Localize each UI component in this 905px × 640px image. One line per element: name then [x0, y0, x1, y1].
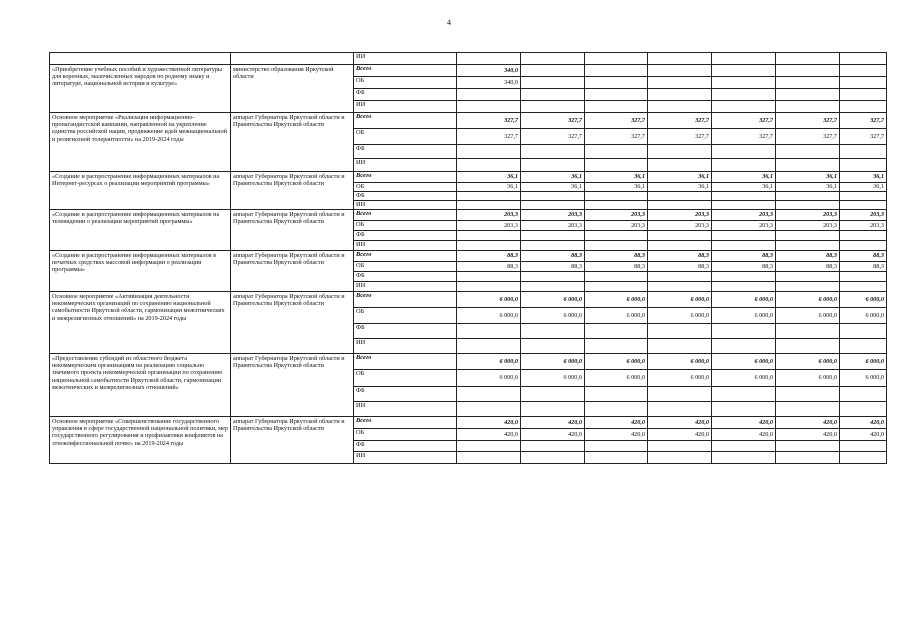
funding-source: ФБ: [354, 272, 457, 282]
funding-source: ФБ: [354, 145, 457, 159]
amount-cell: 88,3: [585, 251, 648, 262]
amount-cell: 327,7: [457, 113, 521, 129]
amount-cell: 420,0: [585, 429, 648, 441]
amount-cell: [776, 272, 840, 282]
funding-source: ОБ: [354, 77, 457, 89]
amount-cell: [712, 65, 776, 77]
amount-cell: [521, 324, 585, 339]
funding-source: Всего: [354, 292, 457, 308]
amount-cell: 6 000,0: [585, 370, 648, 387]
amount-cell: [457, 101, 521, 113]
funding-source: ФБ: [354, 387, 457, 402]
amount-cell: [712, 387, 776, 402]
amount-cell: [521, 159, 585, 172]
amount-cell: 6 000,0: [585, 354, 648, 370]
amount-cell: [840, 452, 887, 464]
amount-cell: [457, 53, 521, 65]
amount-cell: [521, 241, 585, 251]
amount-cell: 36,1: [457, 172, 521, 183]
amount-cell: 88,3: [712, 251, 776, 262]
amount-cell: [840, 201, 887, 210]
table-row: [50, 53, 887, 65]
amount-cell: [840, 53, 887, 65]
amount-cell: 340,0: [457, 65, 521, 77]
amount-cell: [585, 89, 648, 101]
amount-cell: [648, 402, 712, 417]
funding-source: ФБ: [354, 441, 457, 452]
amount-cell: [712, 452, 776, 464]
amount-cell: [776, 441, 840, 452]
amount-cell: 6 000,0: [840, 370, 887, 387]
table-row: [50, 210, 887, 221]
amount-cell: [457, 192, 521, 201]
amount-cell: [457, 339, 521, 354]
amount-cell: [521, 89, 585, 101]
amount-cell: 88,3: [457, 251, 521, 262]
amount-cell: 6 000,0: [521, 370, 585, 387]
amount-cell: 36,1: [585, 183, 648, 192]
amount-cell: 36,1: [648, 172, 712, 183]
amount-cell: [521, 387, 585, 402]
amount-cell: [776, 324, 840, 339]
amount-cell: [840, 441, 887, 452]
amount-cell: 327,7: [712, 129, 776, 145]
amount-cell: [585, 402, 648, 417]
amount-cell: 327,7: [648, 113, 712, 129]
amount-cell: [521, 272, 585, 282]
amount-cell: [457, 387, 521, 402]
amount-cell: 203,3: [712, 221, 776, 231]
amount-cell: 36,1: [457, 183, 521, 192]
amount-cell: [776, 145, 840, 159]
amount-cell: [840, 231, 887, 241]
funding-source: ИИ: [354, 282, 457, 292]
amount-cell: 420,0: [585, 417, 648, 429]
activity-name: [50, 53, 231, 65]
funding-source: Всего: [354, 354, 457, 370]
amount-cell: 420,0: [648, 417, 712, 429]
amount-cell: 6 000,0: [457, 292, 521, 308]
amount-cell: 420,0: [840, 429, 887, 441]
amount-cell: [776, 339, 840, 354]
amount-cell: [521, 452, 585, 464]
activity-name: «Предоставление субсидий из областного бюджета некоммерческим организациям на реализацию социально значимого проекта некоммерческой организации по сохранению национальной самобытности Иркутской области, гармонизации межэтнических и межрелигиозных отношений»: [50, 354, 231, 417]
amount-cell: [648, 101, 712, 113]
amount-cell: [712, 402, 776, 417]
amount-cell: [712, 192, 776, 201]
amount-cell: [585, 77, 648, 89]
amount-cell: 203,3: [840, 210, 887, 221]
amount-cell: [776, 53, 840, 65]
funding-source: ИИ: [354, 101, 457, 113]
amount-cell: [521, 65, 585, 77]
funding-source: ОБ: [354, 183, 457, 192]
amount-cell: [585, 324, 648, 339]
amount-cell: [585, 65, 648, 77]
amount-cell: 420,0: [521, 417, 585, 429]
amount-cell: 6 000,0: [648, 370, 712, 387]
amount-cell: 327,7: [585, 129, 648, 145]
amount-cell: [712, 89, 776, 101]
amount-cell: 88,3: [712, 262, 776, 272]
amount-cell: 6 000,0: [712, 308, 776, 324]
amount-cell: [712, 159, 776, 172]
amount-cell: 203,3: [648, 221, 712, 231]
amount-cell: 88,3: [840, 251, 887, 262]
activity-name: «Создание и распространение информационных материалов на Интернет-ресурсах о реализации мероприятий программы»: [50, 172, 231, 210]
amount-cell: [585, 387, 648, 402]
amount-cell: 36,1: [840, 183, 887, 192]
table-row: [50, 354, 887, 370]
amount-cell: [840, 101, 887, 113]
amount-cell: [585, 192, 648, 201]
amount-cell: [648, 77, 712, 89]
amount-cell: 203,3: [585, 210, 648, 221]
amount-cell: [712, 272, 776, 282]
funding-source: ФБ: [354, 324, 457, 339]
funding-source: ФБ: [354, 231, 457, 241]
funding-source: Всего: [354, 417, 457, 429]
amount-cell: [521, 231, 585, 241]
amount-cell: [712, 282, 776, 292]
funding-source: Всего: [354, 172, 457, 183]
amount-cell: [776, 387, 840, 402]
amount-cell: [840, 145, 887, 159]
amount-cell: 6 000,0: [585, 292, 648, 308]
funding-source: ФБ: [354, 192, 457, 201]
funding-source: Всего: [354, 210, 457, 221]
amount-cell: [712, 145, 776, 159]
responsible-executor: аппарат Губернатора Иркутской области и Правительства Иркутской области: [231, 417, 354, 464]
amount-cell: [648, 231, 712, 241]
amount-cell: [521, 77, 585, 89]
amount-cell: [457, 441, 521, 452]
amount-cell: [585, 159, 648, 172]
amount-cell: [776, 101, 840, 113]
amount-cell: 36,1: [712, 183, 776, 192]
amount-cell: 420,0: [840, 417, 887, 429]
amount-cell: [648, 89, 712, 101]
amount-cell: 327,7: [521, 113, 585, 129]
amount-cell: 36,1: [712, 172, 776, 183]
amount-cell: [648, 441, 712, 452]
amount-cell: [648, 282, 712, 292]
amount-cell: 6 000,0: [585, 308, 648, 324]
amount-cell: [776, 192, 840, 201]
amount-cell: 203,3: [521, 210, 585, 221]
amount-cell: [457, 272, 521, 282]
amount-cell: 6 000,0: [776, 354, 840, 370]
activity-name: Основное мероприятие «Активизация деятельности некоммерческих организаций по сохранению национальной самобытности Иркутской области, гармонизации межэтнических и межрелигиозных отношений» на 2019-2024 годы: [50, 292, 231, 354]
amount-cell: [648, 53, 712, 65]
table-row: [50, 417, 887, 429]
amount-cell: 327,7: [457, 129, 521, 145]
amount-cell: [521, 192, 585, 201]
amount-cell: 203,3: [457, 210, 521, 221]
amount-cell: 88,3: [648, 251, 712, 262]
amount-cell: 6 000,0: [648, 292, 712, 308]
amount-cell: [457, 89, 521, 101]
amount-cell: 88,3: [585, 262, 648, 272]
amount-cell: [648, 65, 712, 77]
activity-name: «Создание и распространение информационных материалов на телевидении о реализации мероприятий программы»: [50, 210, 231, 251]
amount-cell: [712, 231, 776, 241]
amount-cell: [457, 159, 521, 172]
amount-cell: [521, 53, 585, 65]
amount-cell: [840, 241, 887, 251]
amount-cell: 88,3: [457, 262, 521, 272]
amount-cell: 6 000,0: [712, 292, 776, 308]
amount-cell: [457, 452, 521, 464]
amount-cell: [585, 201, 648, 210]
amount-cell: [776, 282, 840, 292]
amount-cell: 420,0: [457, 417, 521, 429]
amount-cell: [840, 402, 887, 417]
amount-cell: 327,7: [712, 113, 776, 129]
amount-cell: 88,3: [648, 262, 712, 272]
table-row: [50, 113, 887, 129]
funding-source: ОБ: [354, 308, 457, 324]
amount-cell: [457, 324, 521, 339]
amount-cell: [648, 452, 712, 464]
amount-cell: 6 000,0: [457, 370, 521, 387]
amount-cell: [840, 272, 887, 282]
amount-cell: [840, 77, 887, 89]
amount-cell: 6 000,0: [648, 354, 712, 370]
funding-source: ОБ: [354, 221, 457, 231]
funding-source: ОБ: [354, 429, 457, 441]
amount-cell: 36,1: [776, 172, 840, 183]
table-row: [50, 292, 887, 308]
amount-cell: [840, 282, 887, 292]
amount-cell: [648, 159, 712, 172]
responsible-executor: аппарат Губернатора Иркутской области и Правительства Иркутской области: [231, 113, 354, 172]
amount-cell: 420,0: [776, 429, 840, 441]
amount-cell: 420,0: [776, 417, 840, 429]
amount-cell: 327,7: [648, 129, 712, 145]
amount-cell: 88,3: [776, 262, 840, 272]
amount-cell: [840, 387, 887, 402]
amount-cell: [776, 402, 840, 417]
amount-cell: 203,3: [457, 221, 521, 231]
responsible-executor: аппарат Губернатора Иркутской области и Правительства Иркутской области: [231, 251, 354, 292]
amount-cell: 6 000,0: [840, 354, 887, 370]
amount-cell: [521, 441, 585, 452]
amount-cell: 88,3: [521, 251, 585, 262]
responsible-executor: министерство образования Иркутской области: [231, 65, 354, 113]
table-row: [50, 172, 887, 183]
amount-cell: 88,3: [840, 262, 887, 272]
amount-cell: [648, 201, 712, 210]
amount-cell: [712, 77, 776, 89]
amount-cell: [648, 241, 712, 251]
amount-cell: [585, 282, 648, 292]
funding-source: ОБ: [354, 370, 457, 387]
amount-cell: 203,3: [585, 221, 648, 231]
funding-source: ИИ: [354, 402, 457, 417]
amount-cell: 420,0: [712, 429, 776, 441]
table-row: [50, 65, 887, 77]
amount-cell: [521, 282, 585, 292]
amount-cell: 327,7: [776, 129, 840, 145]
amount-cell: 203,3: [776, 221, 840, 231]
amount-cell: 420,0: [648, 429, 712, 441]
amount-cell: 6 000,0: [648, 308, 712, 324]
amount-cell: [840, 159, 887, 172]
amount-cell: [776, 201, 840, 210]
amount-cell: [585, 241, 648, 251]
amount-cell: [585, 441, 648, 452]
amount-cell: [776, 77, 840, 89]
amount-cell: 327,7: [840, 113, 887, 129]
amount-cell: 203,3: [840, 221, 887, 231]
funding-source: Всего: [354, 65, 457, 77]
amount-cell: 36,1: [776, 183, 840, 192]
amount-cell: [712, 241, 776, 251]
amount-cell: 36,1: [521, 172, 585, 183]
amount-cell: [648, 272, 712, 282]
funding-source: ИИ: [354, 159, 457, 172]
amount-cell: [585, 101, 648, 113]
amount-cell: [585, 339, 648, 354]
amount-cell: [521, 402, 585, 417]
amount-cell: [776, 452, 840, 464]
amount-cell: 6 000,0: [457, 308, 521, 324]
responsible-executor: [231, 53, 354, 65]
amount-cell: [457, 402, 521, 417]
amount-cell: [712, 53, 776, 65]
amount-cell: [840, 65, 887, 77]
amount-cell: 6 000,0: [840, 308, 887, 324]
amount-cell: 6 000,0: [776, 292, 840, 308]
amount-cell: 340,0: [457, 77, 521, 89]
funding-source: ОБ: [354, 262, 457, 272]
amount-cell: [585, 272, 648, 282]
page-number: 4: [447, 18, 451, 27]
amount-cell: [712, 339, 776, 354]
amount-cell: [457, 231, 521, 241]
activity-name: «Создание и распространение информационных материалов в печатных средствах массовой информации о реализации программы»: [50, 251, 231, 292]
amount-cell: 6 000,0: [712, 370, 776, 387]
amount-cell: 6 000,0: [521, 308, 585, 324]
amount-cell: [648, 339, 712, 354]
amount-cell: [712, 324, 776, 339]
amount-cell: 6 000,0: [840, 292, 887, 308]
amount-cell: [521, 145, 585, 159]
funding-source: ИИ: [354, 201, 457, 210]
amount-cell: [521, 201, 585, 210]
amount-cell: [840, 339, 887, 354]
responsible-executor: аппарат Губернатора Иркутской области и Правительства Иркутской области: [231, 172, 354, 210]
amount-cell: [776, 65, 840, 77]
responsible-executor: аппарат Губернатора Иркутской области и Правительства Иркутской области: [231, 292, 354, 354]
amount-cell: [457, 145, 521, 159]
amount-cell: [776, 231, 840, 241]
amount-cell: 203,3: [712, 210, 776, 221]
amount-cell: 88,3: [521, 262, 585, 272]
activity-name: Основное мероприятие «Совершенствование государственного управления в сфере государственной национальной политики, мер государственного регулирования и профилактики конфликтов на этноконфессиональной почве» на 2019-2024 годы: [50, 417, 231, 464]
amount-cell: 6 000,0: [521, 354, 585, 370]
amount-cell: [712, 441, 776, 452]
amount-cell: [840, 192, 887, 201]
amount-cell: 203,3: [776, 210, 840, 221]
funding-source: ФБ: [354, 89, 457, 101]
amount-cell: [585, 53, 648, 65]
amount-cell: 203,3: [648, 210, 712, 221]
table-row: [50, 251, 887, 262]
amount-cell: 36,1: [585, 172, 648, 183]
amount-cell: [648, 324, 712, 339]
amount-cell: 6 000,0: [457, 354, 521, 370]
amount-cell: [648, 145, 712, 159]
funding-source: ИИ: [354, 452, 457, 464]
amount-cell: [712, 101, 776, 113]
funding-source: Всего: [354, 251, 457, 262]
amount-cell: [776, 89, 840, 101]
amount-cell: [457, 201, 521, 210]
amount-cell: 36,1: [840, 172, 887, 183]
funding-source: ИИ: [354, 241, 457, 251]
amount-cell: 420,0: [457, 429, 521, 441]
amount-cell: 6 000,0: [776, 308, 840, 324]
amount-cell: [585, 145, 648, 159]
amount-cell: [585, 452, 648, 464]
amount-cell: [521, 339, 585, 354]
amount-cell: 6 000,0: [521, 292, 585, 308]
amount-cell: [712, 201, 776, 210]
amount-cell: 203,3: [521, 221, 585, 231]
activity-name: Основное мероприятие «Реализация информационно-пропагандистской кампании, направленной на укрепление единства российской нации, продвижение идей межнациональной и религиозной толерантности» на 2019-2024 годы: [50, 113, 231, 172]
amount-cell: [521, 101, 585, 113]
amount-cell: 327,7: [840, 129, 887, 145]
amount-cell: 6 000,0: [776, 370, 840, 387]
amount-cell: [776, 159, 840, 172]
amount-cell: [840, 324, 887, 339]
amount-cell: [457, 282, 521, 292]
amount-cell: [585, 231, 648, 241]
amount-cell: 327,7: [776, 113, 840, 129]
funding-source: ОБ: [354, 129, 457, 145]
amount-cell: [776, 241, 840, 251]
amount-cell: 88,3: [776, 251, 840, 262]
amount-cell: 327,7: [521, 129, 585, 145]
amount-cell: 420,0: [521, 429, 585, 441]
amount-cell: [457, 241, 521, 251]
amount-cell: 36,1: [648, 183, 712, 192]
amount-cell: [648, 387, 712, 402]
funding-source: Всего: [354, 113, 457, 129]
responsible-executor: аппарат Губернатора Иркутской области и Правительства Иркутской области: [231, 354, 354, 417]
budget-table: [49, 52, 887, 464]
amount-cell: 327,7: [585, 113, 648, 129]
funding-source: ИИ: [354, 53, 457, 65]
amount-cell: [648, 192, 712, 201]
activity-name: «Приобретение учебных пособий и художественной литературы для коренных, малочисленных народов по родному языку и литературе, национальной истории и культуре»: [50, 65, 231, 113]
amount-cell: 420,0: [712, 417, 776, 429]
amount-cell: 6 000,0: [712, 354, 776, 370]
amount-cell: 36,1: [521, 183, 585, 192]
responsible-executor: аппарат Губернатора Иркутской области и Правительства Иркутской области: [231, 210, 354, 251]
amount-cell: [840, 89, 887, 101]
funding-source: ИИ: [354, 339, 457, 354]
